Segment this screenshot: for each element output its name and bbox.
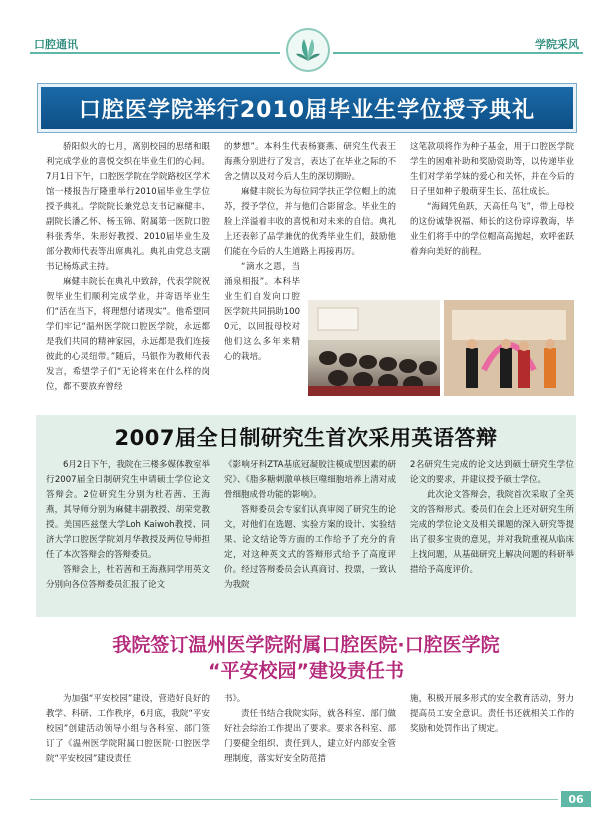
article1-column-1 [46, 140, 210, 395]
article2-title: 2007届全日制研究生首次采用英语答辩 [114, 426, 498, 450]
paragraph: 答辩委员会专家们认真审阅了研究生的论文，对他们在选题、实验方案的设计、实验结果、论文结论等方面的工作给予了充分的肯定，对这种英文式的答辩形式给予了高度评价。经过答辩委员会认真商讨、投票，一致认为我院 [224, 505, 396, 590]
article3-title [56, 632, 556, 684]
article3-column-1 [46, 692, 210, 767]
header-right-label: 学院采风 [535, 38, 579, 51]
header-rule-left [30, 52, 280, 54]
paragraph: 书》。 [224, 694, 246, 704]
paragraph: 骄阳似火的七月，离别校园的思绪和眼利完成学业的喜悦交织在毕业生们的心间。7月1日下午，口腔医学院在学院路校区学术馆一楼报告厅隆重举行2010届毕业生学位授予典礼。学院院长兼党总支书记麻健丰、副院长潘乙怀、杨玉锦、附属第一医院口腔科张秀华、朱形好教授、2010届毕业生及部分教师代表等出席典礼。典礼由党总支副书记杨炼武主持。 [46, 142, 210, 272]
footer-rule [30, 799, 558, 800]
article1-title: 口腔医学院举行2010届毕业生学位授予典礼 [38, 84, 576, 132]
college-logo-icon [286, 28, 330, 72]
paragraph: 为加强“平安校园”建设，营造好良好的教学、科研、工作秩序，6月底，我院“平安校园”创建活动领导小组与各科室、部门签订了《温州医学院附属口腔医院·口腔医学院“平安校园”建设责任 [46, 694, 210, 764]
article1-column-3 [410, 140, 574, 260]
paragraph: 6月2日下午，我院在三楼多媒体教室举行2007届全日制研究生申请硕士学位论文答辩会。2位研究生分别为杜若茜、王海燕，其导师分别为麻健丰副教授、胡荣党教授。美国匹兹堡大学Loh Kaiwoh教授、同济大学口腔医学院刘月华教授及两位导师担任了本次答辩会的答辩委员。 [46, 460, 210, 560]
paragraph: 麻健丰院长为每位同学扶正学位帽上的流苏，授予学位，并与他们合影留念。毕业生的脸上洋溢着丰收的喜悦和对未来的自信。典礼上还表彰了品学兼优的优秀毕业生们，鼓励他们能在今后的人生道路上再接再厉。 [224, 187, 396, 257]
paragraph: 施，积极开展多形式的安全教育活动，努力提高员工安全意识。责任书还就相关工作的奖励和处罚作出了规定。 [410, 694, 574, 734]
paragraph: “滴水之恩，当涌泉相报”。本科毕业生们自发向口腔医学院共同捐助1000元，以回报母校对他们这么多年来精心的栽培。 [224, 262, 300, 362]
paragraph: 责任书结合我院实际，就各科室、部门做好社会综治工作提出了要求。要求各科室、部门要健全组织、责任到人，建立好内部安全管理制度，落实好安全防范措 [224, 709, 396, 764]
article3-column-2 [224, 692, 396, 767]
paragraph: 答辩会上，杜若茜和王海燕同学用英文分别向各位答辩委员汇报了论文 [46, 565, 210, 590]
graduates-group-photo [444, 300, 574, 396]
paragraph: 此次论文答辩会，我院首次采取了全英文的答辩形式。委员们在会上还对研究生所完成的学位论文及相关课题的深入研究等提出了很多宝贵的意见，并对我院重视从临床上找问题，从基础研究上解决问题的科研举措给予高度评价。 [410, 490, 574, 575]
article3-title-line-1: 我院签订温州医学院附属口腔医院·口腔医学院 [112, 634, 500, 656]
page-number: 06 [561, 791, 591, 807]
article2-column-3 [410, 458, 574, 578]
paragraph: 麻健丰院长在典礼中致辞，代表学院祝贺毕业生们顺利完成学业，并寄语毕业生们“活在当下，将理想付诸现实”。他希望同学们牢记“温州医学院口腔医学院，永远都是我们共同的精神家园，永远都是我们连接彼此的心灵纽带。”随后，马银作为教师代表发言，希望学子们“无论将来在什么样的岗位，都不要放弃曾经 [46, 277, 210, 392]
paragraph: 的梦想”。本科生代表杨赛燕、研究生代表王海燕分别进行了发言，表达了在毕业之际的不舍之情以及对今后人生的深切期盼。 [224, 142, 396, 182]
paragraph: 《影响牙科ZTA基底冠凝胶注模成型因素的研究》、《脂多糖刺激单核巨噬细胞培养上清对成骨细胞成骨功能的影响》。 [224, 460, 396, 500]
article2-column-1 [46, 458, 210, 593]
paragraph: 这笔款项将作为种子基金，用于口腔医学院学生的困难补助和奖励资助等，以传递毕业生们对学弟学妹的爱心和关怀，并在今后的日子里如种子般萌芽生长、茁壮成长。 [410, 142, 574, 197]
article2-column-2 [224, 458, 396, 593]
article3-column-3 [410, 692, 574, 737]
ceremony-audience-photo [308, 300, 440, 396]
paragraph: “海阔凭鱼跃，天高任鸟飞”，带上母校的这份诚挚祝福、师长的这份谆谆教诲，毕业生们将手中的学位帽高高抛起，欢呼雀跃着奔向美好的前程。 [410, 202, 574, 257]
header-rule-right [333, 52, 583, 54]
article3-title-line-2: “平安校园”建设责任书 [208, 660, 404, 682]
header-left-label: 口腔通讯 [34, 38, 78, 51]
paragraph: 2名研究生完成的论文达到硕士研究生学位论文的要求，并建议授予硕士学位。 [410, 460, 574, 485]
